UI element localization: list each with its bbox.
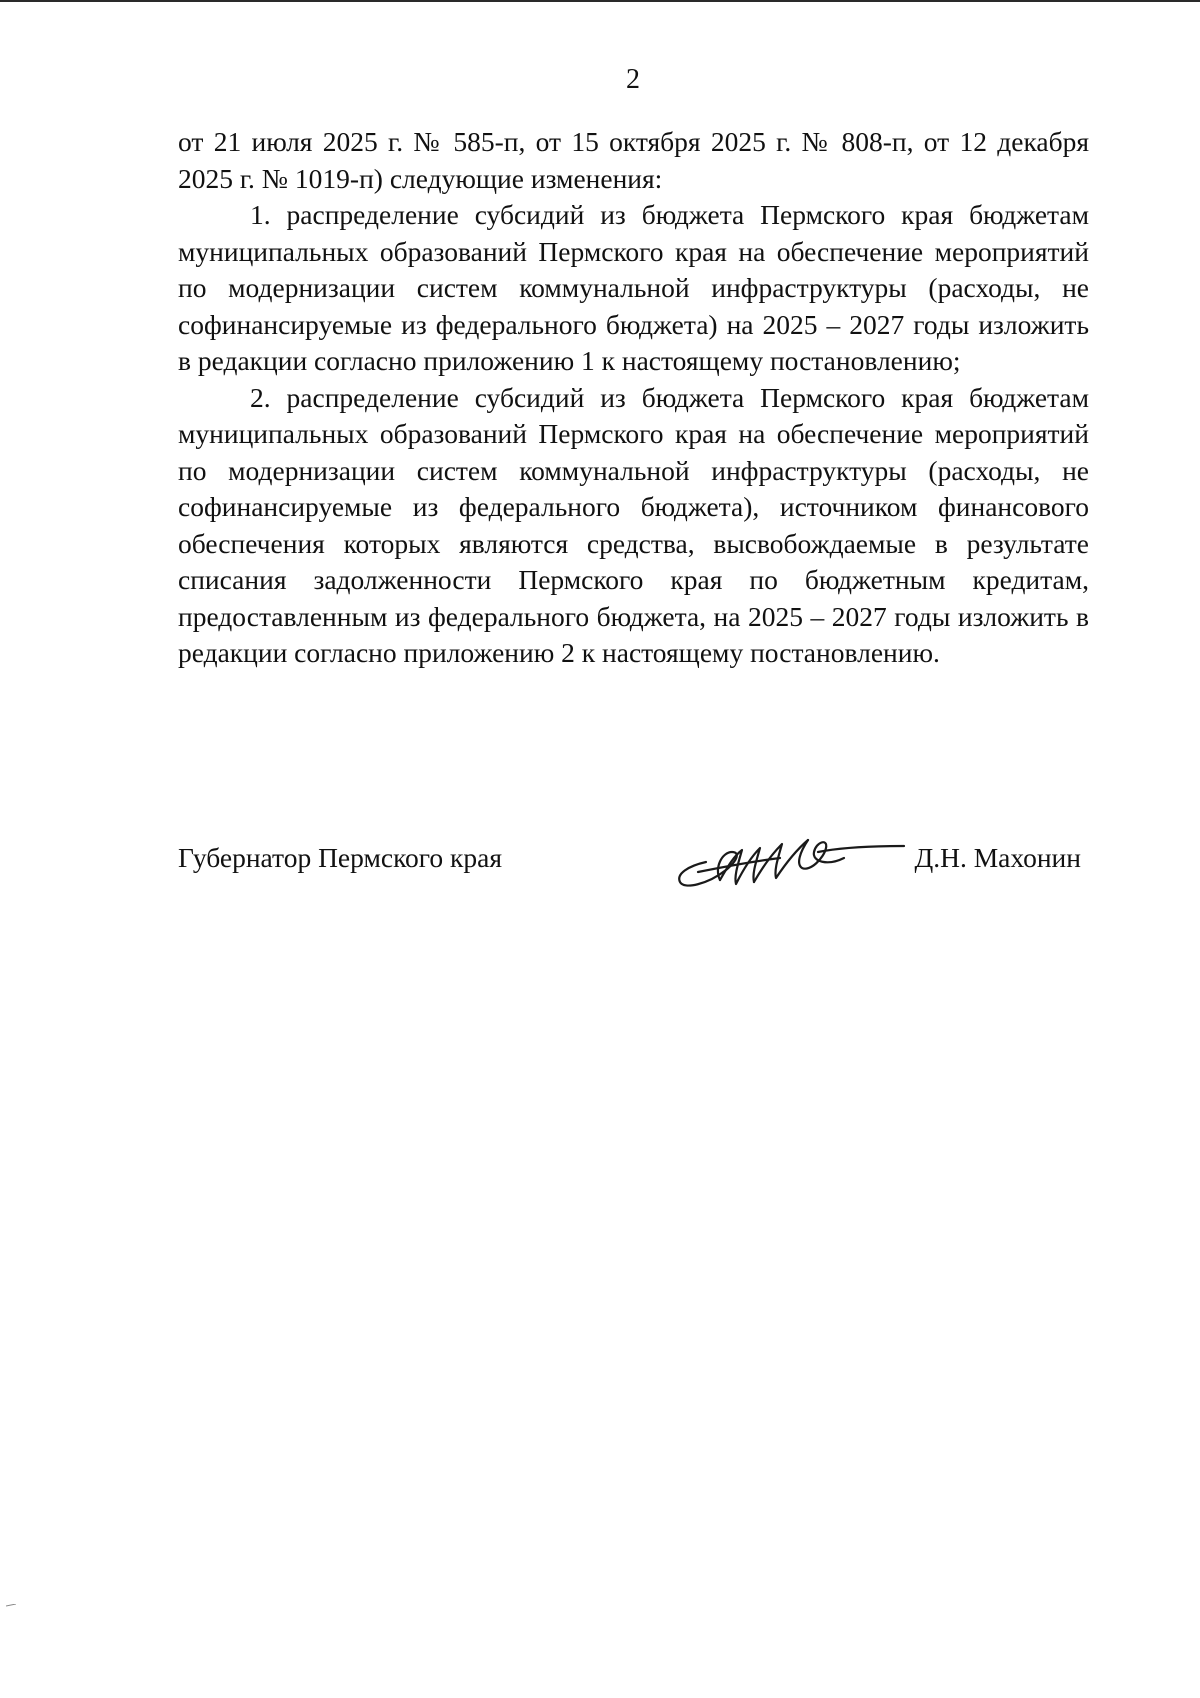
page-number: 2 <box>626 64 640 95</box>
signatory-name: Д.Н. Махонин <box>914 842 1081 873</box>
paragraph-continuation: от 21 июля 2025 г. № 585-п, от 15 октября 2025 г. № 808-п, от 12 декабря 2025 г. № 1019-п) следующие изменения: <box>178 126 1089 194</box>
scan-margin-mark <box>6 1604 16 1607</box>
paragraph-item-2: 2. распределение субсидий из бюджета Пермского края бюджетам муниципальных образований Пермского края на обеспечение мероприятий по модернизации систем коммунальной инфраструктуры (расходы, не софинансируемые из федерального бюджета), источником финансового обеспечения которых являются средства, высвобождаемые в результате списания задолженности Пермского края по бюджетным кредитам, предоставленным из федерального бюджета, на 2025 – 2027 годы изложить в редакции согласно приложению 2 к настоящему постановлению. <box>178 381 1089 668</box>
document-body <box>178 124 1089 672</box>
signature-block <box>178 840 1089 900</box>
scan-top-edge <box>0 0 1200 2</box>
paragraph-item-1: 1. распределение субсидий из бюджета Пермского края бюджетам муниципальных образований Пермского края на обеспечение мероприятий по модернизации систем коммунальной инфраструктуры (расходы, не софинансируемые из федерального бюджета) на 2025 – 2027 годы изложить в редакции согласно приложению 1 к настоящему постановлению; <box>178 199 1089 376</box>
handwritten-signature <box>668 822 908 898</box>
signatory-position: Губернатор Пермского края <box>178 842 502 873</box>
